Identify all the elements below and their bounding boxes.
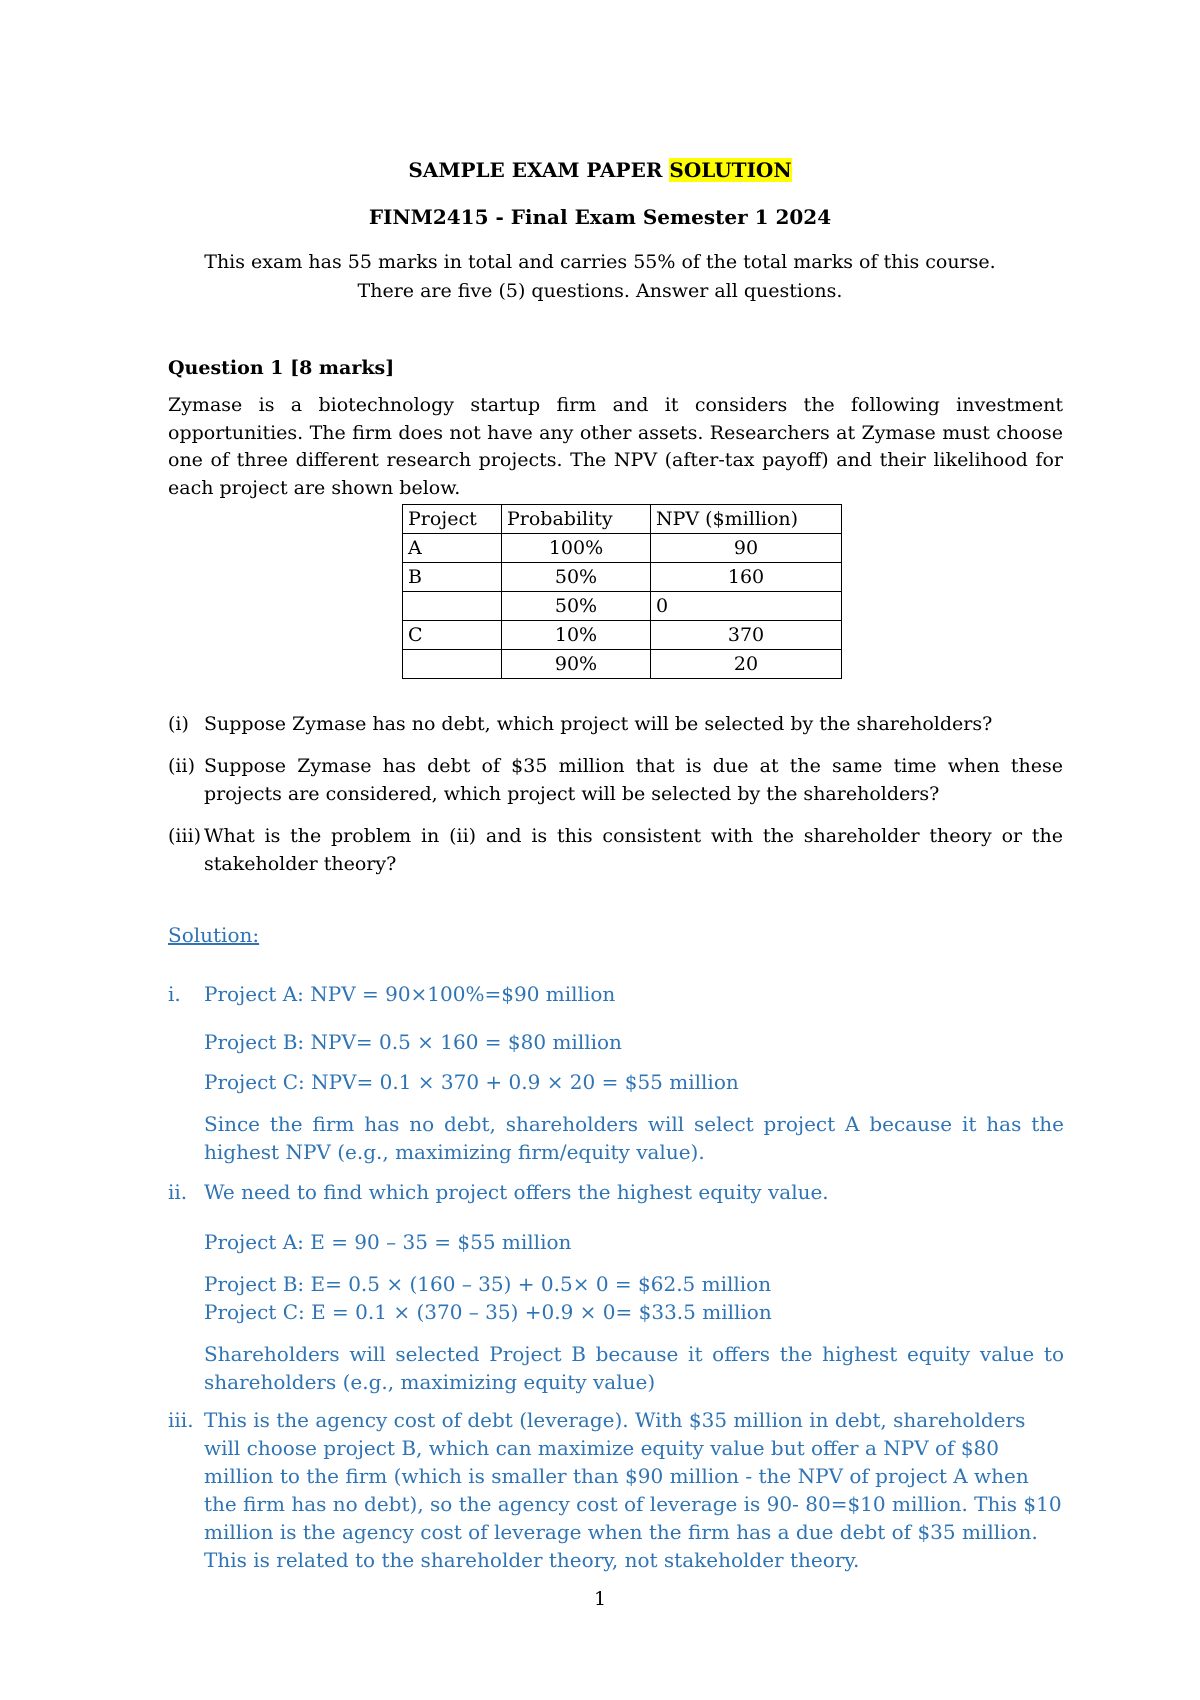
question-1-heading: Question 1 [8 marks] [168, 357, 395, 379]
solution-conclusion-text: Since the firm has no debt, shareholders will select project A because it has the highest NPV (e.g., maximizing firm/equity value). [204, 1112, 1064, 1164]
title-main: SAMPLE EXAM PAPER [408, 158, 670, 182]
table-cell: C [403, 621, 502, 650]
subquestion-ii [168, 753, 1063, 808]
table-cell: 160 [651, 563, 842, 592]
solution-conclusion [204, 1110, 1064, 1166]
solution-number: ii. [168, 1180, 188, 1204]
table-cell: 90 [651, 534, 842, 563]
page-number: 1 [593, 1588, 607, 1610]
solution-part-ii [168, 1178, 1063, 1206]
project-table [402, 504, 842, 679]
solution-conclusion [204, 1340, 1064, 1396]
table-cell: 10% [502, 621, 651, 650]
solution-line: Project B: E= 0.5 × (160 – 35) + 0.5× 0 = $62.5 million [204, 1272, 772, 1296]
solution-conclusion-text: Shareholders will selected Project B because it offers the highest equity value to shareholders (e.g., maximizing equity value) [204, 1342, 1064, 1394]
page-title [0, 158, 1200, 182]
exam-subtitle: FINM2415 - Final Exam Semester 1 2024 [368, 205, 832, 229]
solution-line: Project C: NPV= 0.1 × 370 + 0.9 × 20 = $55 million [204, 1070, 739, 1094]
table-row [403, 650, 842, 679]
solution-line: Project A: E = 90 – 35 = $55 million [204, 1230, 572, 1254]
solution-number: iii. [168, 1408, 194, 1432]
subquestion-number: (i) [168, 713, 189, 735]
solution-line: We need to find which project offers the highest equity value. [204, 1180, 829, 1204]
title-highlight: SOLUTION [669, 158, 792, 182]
table-cell: 100% [502, 534, 651, 563]
table-cell [403, 650, 502, 679]
intro-line-1: This exam has 55 marks in total and carries 55% of the total marks of this course. [204, 251, 996, 273]
solution-text: This is the agency cost of debt (leverage). With $35 million in debt, shareholders will choose project B, which can maximize equity value but offer a NPV of $80 million to the firm (which is smaller than $90 million - the NPV of project A when the firm has no debt), so the agency cost of leverage is 90- 80=$10 million. This $10 million is the agency cost of leverage when the firm has a due debt of $35 million. This is related to the shareholder theory, not stakeholder theory. [204, 1408, 1062, 1572]
solution-line: Project A: NPV = 90×100%=$90 million [204, 982, 616, 1006]
question-1-paragraph: Zymase is a biotechnology startup firm and it considers the following investment opportunities. The firm does not have any other assets. Researchers at Zymase must choose one of three different research projects. The NPV (after-tax payoff) and their likelihood for each project are shown below. [168, 394, 1063, 499]
subquestion-text: Suppose Zymase has no debt, which project will be selected by the shareholders? [204, 713, 993, 735]
table-row [403, 621, 842, 650]
solution-part-i [168, 980, 1063, 1008]
table-cell: 0 [651, 592, 842, 621]
table-cell: B [403, 563, 502, 592]
table-cell: 370 [651, 621, 842, 650]
table-cell: 90% [502, 650, 651, 679]
table-cell: 50% [502, 563, 651, 592]
solution-line: Project C: E = 0.1 × (370 – 35) +0.9 × 0= $33.5 million [204, 1300, 772, 1324]
table-row [403, 534, 842, 563]
table-cell [403, 592, 502, 621]
table-header-cell: Project [403, 505, 502, 534]
solution-number: i. [168, 982, 181, 1006]
subquestion-number: (iii) [168, 825, 202, 847]
table-row [403, 563, 842, 592]
subquestion-text: What is the problem in (ii) and is this consistent with the shareholder theory or the stakeholder theory? [204, 825, 1063, 875]
subquestion-number: (ii) [168, 755, 195, 777]
table-cell: 20 [651, 650, 842, 679]
table-cell: 50% [502, 592, 651, 621]
subquestion-i [168, 711, 1063, 739]
solution-line: Project B: NPV= 0.5 × 160 = $80 million [204, 1030, 622, 1054]
solution-part-iii [168, 1406, 1063, 1574]
intro-line-2: There are five (5) questions. Answer all questions. [357, 280, 843, 302]
table-row [403, 592, 842, 621]
table-header-cell: Probability [502, 505, 651, 534]
table-header-row [403, 505, 842, 534]
table-header-cell: NPV ($million) [651, 505, 842, 534]
subquestion-text: Suppose Zymase has debt of $35 million that is due at the same time when these projects are considered, which project will be selected by the shareholders? [204, 755, 1063, 805]
table-cell: A [403, 534, 502, 563]
solution-label: Solution: [168, 923, 260, 947]
subquestion-iii [168, 823, 1063, 878]
